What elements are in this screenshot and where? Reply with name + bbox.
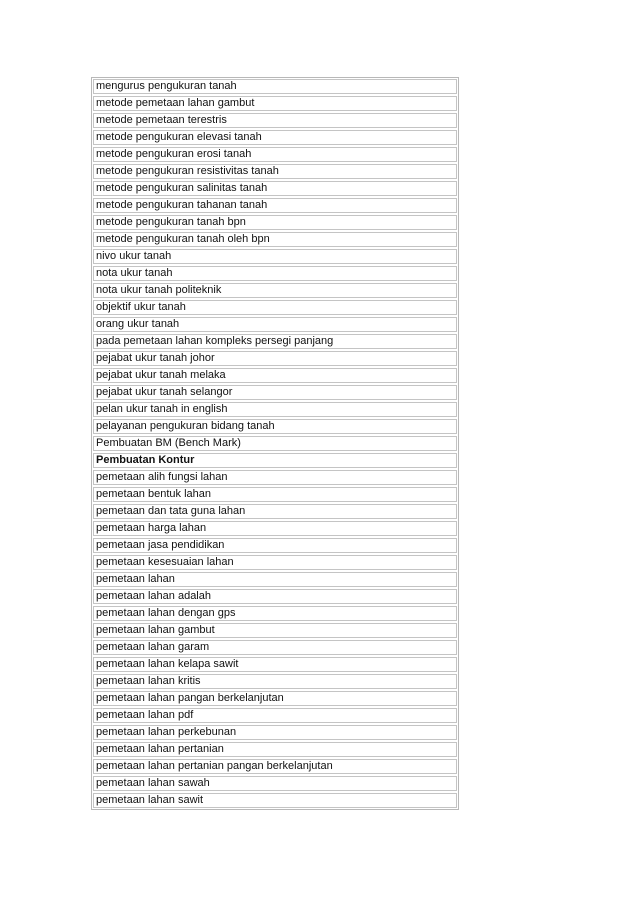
keyword-cell: pelayanan pengukuran bidang tanah [93,419,457,434]
keyword-cell: metode pemetaan terestris [93,113,457,128]
table-row [93,504,457,519]
keyword-table-frame [91,77,459,810]
table-row [93,436,457,451]
table-row [93,181,457,196]
keyword-cell: pemetaan lahan pertanian [93,742,457,757]
keyword-cell: metode pengukuran resistivitas tanah [93,164,457,179]
table-row [93,606,457,621]
keyword-cell: metode pemetaan lahan gambut [93,96,457,111]
keyword-cell: pemetaan jasa pendidikan [93,538,457,553]
table-row [93,555,457,570]
keyword-cell: pemetaan lahan pdf [93,708,457,723]
table-row [93,589,457,604]
table-row [93,470,457,485]
table-row [93,249,457,264]
keyword-cell: nota ukur tanah politeknik [93,283,457,298]
keyword-cell: orang ukur tanah [93,317,457,332]
table-row [93,266,457,281]
keyword-cell: pejabat ukur tanah selangor [93,385,457,400]
table-row [93,419,457,434]
keyword-cell: pada pemetaan lahan kompleks persegi panjang [93,334,457,349]
keyword-cell: pemetaan lahan adalah [93,589,457,604]
keyword-cell: objektif ukur tanah [93,300,457,315]
keyword-cell: nota ukur tanah [93,266,457,281]
table-row [93,113,457,128]
table-row [93,538,457,553]
keyword-cell: pemetaan lahan sawit [93,793,457,808]
table-row [93,215,457,230]
table-row [93,708,457,723]
table-row [93,147,457,162]
table-row [93,79,457,94]
table-row [93,317,457,332]
keyword-cell: pemetaan dan tata guna lahan [93,504,457,519]
table-row [93,742,457,757]
keyword-cell: nivo ukur tanah [93,249,457,264]
keyword-cell: pemetaan lahan dengan gps [93,606,457,621]
table-row [93,623,457,638]
table-row [93,759,457,774]
keyword-cell: pejabat ukur tanah melaka [93,368,457,383]
keyword-cell: pejabat ukur tanah johor [93,351,457,366]
table-row [93,334,457,349]
keyword-cell: pemetaan alih fungsi lahan [93,470,457,485]
keyword-cell: pemetaan lahan pangan berkelanjutan [93,691,457,706]
keyword-cell: pemetaan lahan gambut [93,623,457,638]
keyword-cell: pemetaan lahan sawah [93,776,457,791]
keyword-cell: pemetaan lahan perkebunan [93,725,457,740]
table-row [93,385,457,400]
keyword-table [93,77,457,810]
keyword-cell: Pembuatan Kontur [93,453,457,468]
keyword-cell: pemetaan harga lahan [93,521,457,536]
table-row [93,96,457,111]
table-row [93,164,457,179]
keyword-cell: metode pengukuran salinitas tanah [93,181,457,196]
table-row [93,487,457,502]
table-row [93,402,457,417]
table-row [93,776,457,791]
table-row [93,283,457,298]
table-row [93,725,457,740]
table-row [93,130,457,145]
table-row [93,691,457,706]
table-row [93,640,457,655]
keyword-cell: metode pengukuran erosi tanah [93,147,457,162]
table-row [93,453,457,468]
table-row [93,521,457,536]
table-row [93,198,457,213]
keyword-cell: pemetaan kesesuaian lahan [93,555,457,570]
table-row [93,572,457,587]
keyword-cell: pemetaan lahan kelapa sawit [93,657,457,672]
keyword-cell: pemetaan lahan garam [93,640,457,655]
keyword-cell: metode pengukuran tahanan tanah [93,198,457,213]
keyword-cell: metode pengukuran elevasi tanah [93,130,457,145]
keyword-cell: mengurus pengukuran tanah [93,79,457,94]
keyword-cell: pemetaan lahan pertanian pangan berkelanjutan [93,759,457,774]
keyword-cell: pemetaan bentuk lahan [93,487,457,502]
table-row [93,232,457,247]
keyword-cell: pelan ukur tanah in english [93,402,457,417]
keyword-cell: metode pengukuran tanah oleh bpn [93,232,457,247]
keyword-cell: Pembuatan BM (Bench Mark) [93,436,457,451]
keyword-cell: pemetaan lahan [93,572,457,587]
table-row [93,300,457,315]
table-row [93,793,457,808]
table-row [93,351,457,366]
table-row [93,368,457,383]
keyword-cell: pemetaan lahan kritis [93,674,457,689]
table-row [93,657,457,672]
keyword-cell: metode pengukuran tanah bpn [93,215,457,230]
keyword-table-body [93,79,457,808]
table-row [93,674,457,689]
